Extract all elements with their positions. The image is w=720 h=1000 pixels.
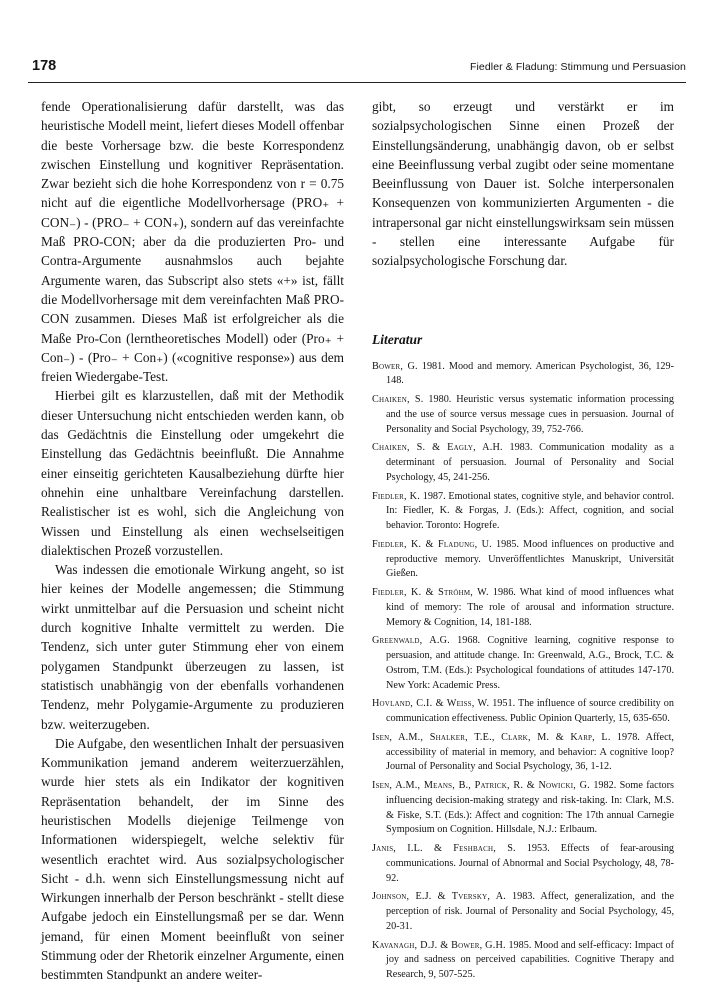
reference-text: 1985. Mood influences on productive and reproductive memory. Unveröffentlichtes Manuskript, Universität Gießen. [386,538,674,580]
page-number: 178 [32,58,57,74]
reference-text: 1985. Mood and self-efficacy: Impact of joy and sadness on perceived capabilities. Cognitive Therapy and Research, 9, 507-525. [386,939,674,981]
reference-authors: Janis, I.L. & Feshbach, S. [372,843,516,855]
reference-item [372,360,674,390]
reference-item [372,779,674,838]
reference-authors: Fiedler, K. & Ströhm, W. [372,587,489,599]
reference-authors: Chaiken, S. & Eagly, A.H. [372,442,503,454]
reference-authors: Johnson, E.J. & Tversky, A. [372,891,507,903]
running-head: Fiedler & Fladung: Stimmung und Persuasion [469,61,686,73]
reference-authors: Isen, A.M., Shalker, T.E., Clark, M. & Karp, L. [372,731,611,743]
reference-item [372,890,674,934]
reference-text: 1983. Affect, generalization, and the perception of risk. Journal of Personality and Social Psychology, 45, 20-31. [386,891,675,932]
paragraph: Hierbei gilt es klarzustellen, daß mit der Methodik dieser Untersuchung nicht entschieden werden kann, ob das Gedächtnis die Einstellung oder umgekehrt die Einstellung das Gedächtnis beeinflußt. Die Annahme einer einseitig gerichteten Kausalbeziehung dürfte hier ohnehin eine unhaltbare Vereinfachung darstellen. Realistischer ist es wohl, sich die Angleichung von Wissen und Einstellung als einen wechselseitigen dialektischen Prozeß vorzustellen. [41,388,344,558]
page-header [28,56,686,83]
paragraph: Was indessen die emotionale Wirkung angeht, so ist hier keines der Modelle angemessen; die Stimmung wirkt unmittelbar auf die Persuasion und scheint nicht durch kognitive Inhalte vermittelt zu werden. Die Tendenz, sich unter guter Stimmung eher von einem polygamen Standpunkt überzeugen zu lassen, ist statistisch unabhängig von der ebenfalls vorhandenen Tendenz, mehr Polygamie-Argumente zu produzieren bzw. weiterzugeben. [41,562,344,732]
reference-text: 1987. Emotional states, cognitive style, and behavior control. In: Fiedler, K. & Forgas, J. (Eds.): Affect, cognition, and social behavior. Toronto: Hogrefe. [386,490,675,532]
reference-item [372,586,674,630]
reference-item [372,393,674,437]
reference-authors: Chaiken, S. [372,394,424,406]
reference-text: 1982. Some factors influencing decision-making strategy and risk-taking. In: Clark, M.S. & Fiske, S.T. (Eds.): Affect and cognition: The 17th annual Carnegie Symposium on Cognition. Hillsdale, N.J.: Erlbaum. [386,780,674,836]
reference-authors: Hovland, C.I. & Weiss, W. [372,698,490,710]
reference-item [372,490,674,534]
reference-item [372,697,674,727]
reference-text: 1983. Communication modality as a determinant of persuasion. Journal of Personality and Social Psychology, 45, 241-256. [386,442,675,483]
reference-item [372,731,674,775]
reference-text: 1986. What kind of mood influences what kind of memory: The role of arousal and information structure. Memory & Cognition, 14, 181-188. [386,587,674,628]
paragraph: Die Aufgabe, den wesentlichen Inhalt der persuasiven Kommunikation jemand anderem weiterzuerzählen, wurde hier stets als ein Indikator der kognitiven Repräsentation behandelt, der im Sinne des heuristischen Modells diejenige Teilmenge von Informationen widerspiegelt, welche selektiv für wesentlich erachtet wird. Aus sozialpsychologischer Sicht - d.h. wenn sich Einstellungsmessung nicht auf Wirkungen innerhalb der Person beschränkt - stellt diese Aufgabe jedoch ein Einstellungsmaß per se dar. Wenn jemand, für einen Moment beeinflußt von seiner Stimmung oder der Rhetorik einzelner Argumente, einen bestimmten Standpunkt an andere weiter- [41,735,344,983]
reference-authors: Kavanagh, D.J. & Bower, G.H. [372,939,506,951]
reference-authors: Greenwald, A.G. [372,635,450,647]
reference-authors: Isen, A.M., Means, B., Patrick, R. & Nowicki, G. [372,780,590,792]
reference-item [372,441,674,485]
left-column [41,97,344,985]
reference-list [372,360,674,983]
reference-item [372,842,674,886]
reference-item [372,538,674,582]
reference-text: 1953. Effects of fear-arousing communications. Journal of Abnormal and Social Psychology, 48, 78-92. [386,843,675,884]
reference-text: 1951. The influence of source credibility on communication effectiveness. Public Opinion Quarterly, 15, 635-650. [386,698,674,725]
reference-authors: Fiedler, K. [372,490,420,502]
reference-text: 1981. Mood and memory. American Psychologist, 36, 129-148. [386,360,675,387]
reference-item [372,939,674,983]
literature-heading: Literatur [372,331,423,347]
reference-item [372,634,674,693]
right-column [372,97,674,987]
reference-text: 1978. Affect, accessibility of material in memory, and behavior: A cognitive loop? Journal of Personality and Social Psychology, 36, 1-12. [386,731,674,773]
paragraph-continuation: gibt, so erzeugt und verstärkt er im sozialpsychologischen Sinne einen Prozeß der Einstellungsänderung, unabhängig davon, ob er selbst eine Beeinflussung verbal zugibt oder seine momentane Beeinflussung von Dauer ist. Solche interpersonalen Konsequenzen von kommunizierten Argumenten - die intrapersonal gar nicht einstellungswirksam sein müssen - stellen eine interessante Aufgabe für sozialpsychologische Forschung dar. [372,99,674,269]
paragraph: fende Operationalisierung dafür darstellt, was das heuristische Modell meint, liefert dieses Modell offenbar die beste Vorhersage bzw. die beste Korrespondenz zwischen Einstellung und kognitiver Repräsentation. Zwar bezieht sich die hohe Korrespondenz von r = 0.75 nicht auf die eigentliche Modellvorhersage (PRO₊ + CON₋) - (PRO₋ + CON₊), sondern auf das vereinfachte Maß PRO-CON; aber da die produzierten Pro- und Contra-Argumente ausnahmslos auch bejahte Argumente waren, das Subscript also stets «+» ist, fällt die Modellvorhersage mit dem vereinfachten Maß PRO-CON zusammen. Dieses Maß ist erfolgreicher als die Maße Pro-Con (lerntheoretisches Modell) oder (Pro₊ + Con₋) - (Pro₋ + Con₊) («cognitive response») aus dem freien Wiedergabe-Test. [41,99,344,385]
reference-text: 1968. Cognitive learning, cognitive response to persuasion, and attitude change. In: Greenwald, A.G., Brock, T.C. & Ostrom, T.M. (Eds.): Psychological foundations of attitudes 147-170. New York: Academic Press. [386,635,674,691]
reference-authors: Bower, G. [372,360,418,372]
reference-authors: Fiedler, K. & Fladung, U. [372,538,492,550]
reference-text: 1980. Heuristic versus systematic information processing and the use of source versus message cues in persuasion. Journal of Personality and Social Psychology, 39, 752-766. [386,394,674,435]
